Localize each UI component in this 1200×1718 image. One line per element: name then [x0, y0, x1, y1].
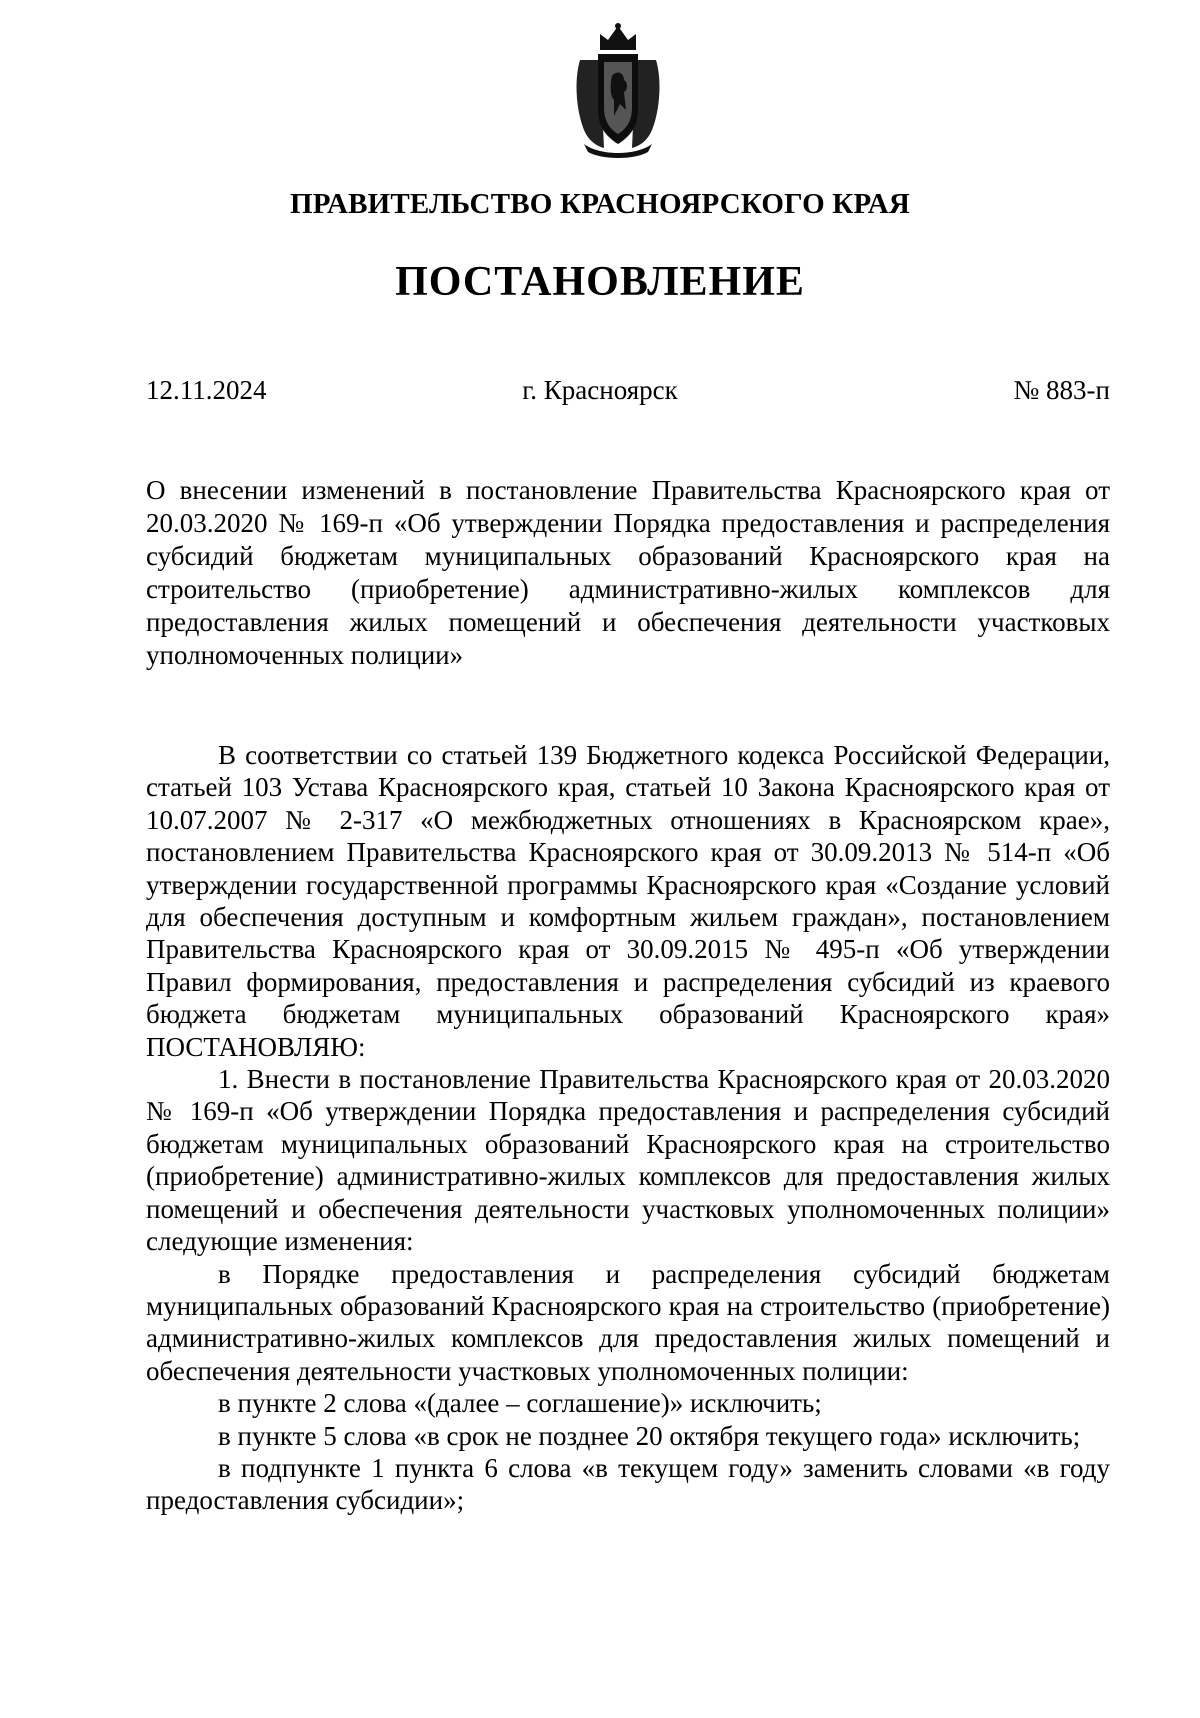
document-city: г. Красноярск [522, 375, 678, 405]
amendment-item: в подпункте 1 пункта 6 слова «в текущем году» заменить словами «в году предоставления субсидии»; [146, 1452, 1110, 1516]
document-title: О внесении изменений в постановление Правительства Красноярского края от 20.03.2020 № 169-п «Об утверждении Порядка предоставления и распределения субсидий бюджетам муниципальных образований Красноярского края на строительство (приобретение) административно-жилых комплексов для предоставления жилых помещений и обеспечения деятельности участковых уполномоченных полиции» [146, 475, 1110, 670]
preamble-paragraph: В соответствии со статьей 139 Бюджетного кодекса Российской Федерации, статьей 103 Устава Красноярского края, статьей 10 Закона Красноярского края от 10.07.2007 № 2-317 «О межбюджетных отношениях в Красноярском крае», постановлением Правительства Красноярского края от 30.09.2013 № 514-п «Об утверждении государственной программы Красноярского края «Создание условий для обеспечения доступным и комфортным жильем граждан», постановлением Правительства Красноярского края от 30.09.2015 № 495-п «Об утверждении Правил формирования, предоставления и распределения субсидий из краевого бюджета бюджетам муниципальных образований Красноярского края» ПОСТАНОВЛЯЮ: [146, 740, 1110, 1062]
document-body [146, 739, 1110, 1517]
coat-of-arms-icon [570, 20, 666, 160]
document-number: № 883-п [1013, 375, 1110, 405]
amendment-item: в пункте 2 слова «(далее – соглашение)» исключить; [218, 1388, 822, 1419]
document-date: 12.11.2024 [146, 375, 267, 405]
amendment-item: в пункте 5 слова «в срок не позднее 20 октября текущего года» исключить; [218, 1420, 1081, 1451]
clause-1-paragraph: 1. Внести в постановление Правительства Красноярского края от 20.03.2020 № 169-п «Об утверждении Порядка предоставления и распределения субсидий бюджетам муниципальных образований Красноярского края на строительство (приобретение) административно-жилых комплексов для предоставления жилых помещений и обеспечения деятельности участковых уполномоченных полиции» следующие изменения: [146, 1064, 1110, 1257]
amendment-intro-paragraph: в Порядке предоставления и распределения субсидий бюджетам муниципальных образований Красноярского края на строительство (приобретение) административно-жилых комплексов для предоставления жилых помещений и обеспечения деятельности участковых уполномоченных полиции: [146, 1258, 1110, 1386]
government-name: ПРАВИТЕЛЬСТВО КРАСНОЯРСКОГО КРАЯ [289, 188, 911, 220]
document-type: ПОСТАНОВЛЕНИЕ [395, 259, 805, 305]
